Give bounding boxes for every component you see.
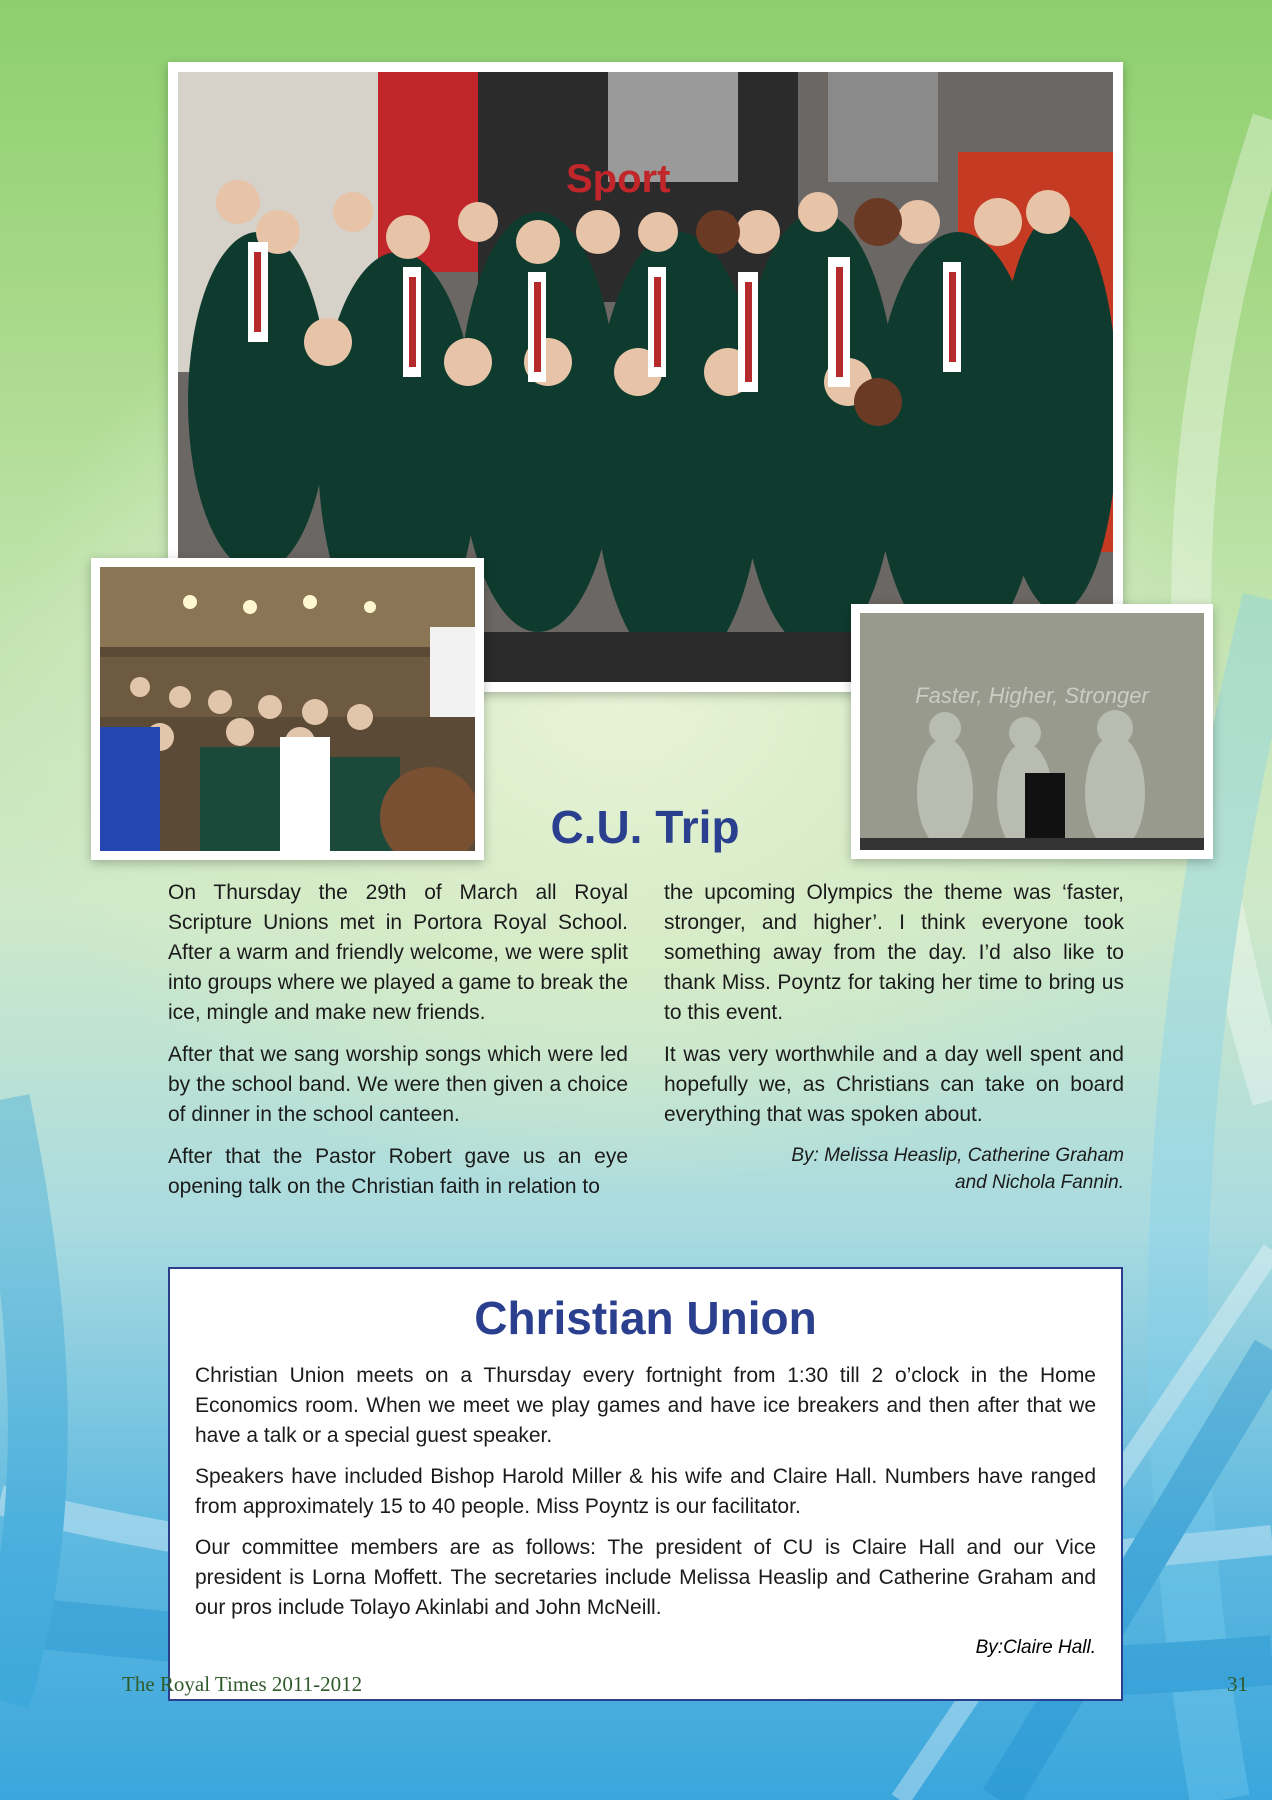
slide-text: Faster, Higher, Stronger	[915, 683, 1149, 708]
union-title: Christian Union	[474, 1292, 817, 1344]
assembly-hall-photo	[91, 558, 484, 860]
page-number: 31	[1227, 1672, 1248, 1696]
trip-byline-line: and Nichola Fannin.	[955, 1172, 1124, 1193]
trip-byline-line: By: Melissa Heaslip, Catherine Graham	[791, 1145, 1124, 1166]
wall-text: Sport	[566, 157, 671, 201]
trip-paragraph: On Thursday the 29th of March all Royal Scripture Unions met in Portora Royal School. After a warm and friendly welcome, we were split into groups where we played a game to break the ice, mingle and make new friends.	[168, 881, 628, 1024]
trip-left-column	[168, 878, 628, 1214]
trip-paragraph: the upcoming Olympics the theme was ‘faster, stronger, and higher’. I think everyone took something away from the day. I’d also like to thank Miss. Poyntz for taking her time to bring us to this event.	[664, 881, 1124, 1024]
assembly-hall-image	[100, 567, 475, 851]
trip-paragraph: After that the Pastor Robert gave us an eye opening talk on the Christian faith in relation to	[168, 1145, 628, 1198]
union-byline: By:Claire Hall.	[975, 1637, 1096, 1658]
christian-union-box	[168, 1267, 1123, 1701]
union-paragraph: Speakers have included Bishop Harold Miller & his wife and Claire Hall. Numbers have ranged from approximately 15 to 40 people. Miss Poyntz is our facilitator.	[195, 1465, 1096, 1518]
union-paragraph: Our committee members are as follows: The president of CU is Claire Hall and our Vice president is Lorna Moffett. The secretaries include Melissa Heaslip and Catherine Graham and our pros include Tolayo Akinlabi and John McNeill.	[195, 1536, 1096, 1619]
trip-paragraph: After that we sang worship songs which were led by the school band. We were then given a choice of dinner in the school canteen.	[168, 1043, 628, 1126]
trip-title: C.U. Trip	[550, 801, 740, 853]
trip-right-column	[664, 878, 1124, 1196]
slide-photo	[851, 604, 1213, 859]
slide-image	[860, 613, 1204, 850]
footer-publication: The Royal Times 2011-2012	[122, 1672, 363, 1696]
union-paragraph: Christian Union meets on a Thursday every fortnight from 1:30 till 2 o’clock in the Home Economics room. When we meet we play games and have ice breakers and then after that we have a talk or a special guest speaker.	[195, 1364, 1096, 1447]
trip-byline	[664, 1142, 1124, 1196]
trip-paragraph: It was very worthwhile and a day well spent and hopefully we, as Christians can take on board everything that was spoken about.	[664, 1043, 1124, 1126]
